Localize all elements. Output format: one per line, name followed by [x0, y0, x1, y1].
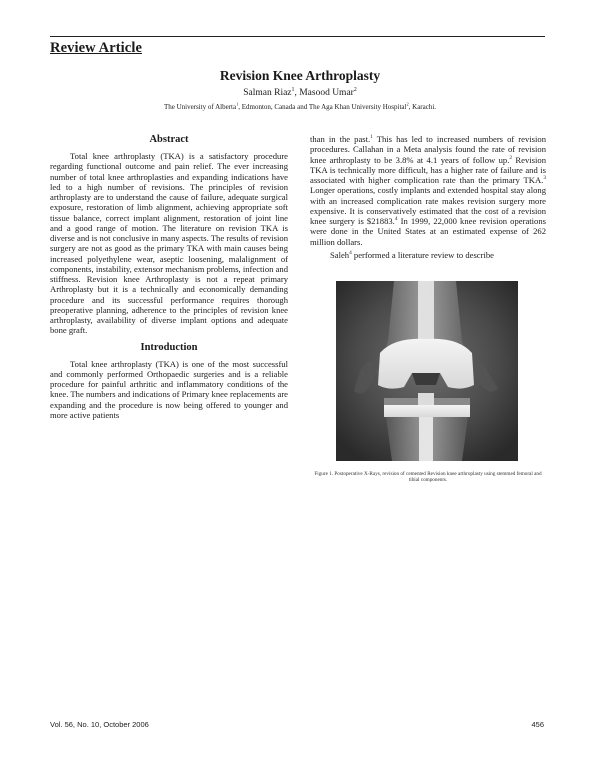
right-paragraph-2 — [310, 250, 546, 260]
introduction-text: Total knee arthroplasty (TKA) is one of the most successful and commonly performed Orthopaedic surgeries and is a reliable procedure for painful arthritic and inflammatory conditions of the knee. The numbers and indications of Primary knee replacements are expanding and the procedure is now being offered to younger and more active patients — [50, 358, 288, 420]
abstract-heading: Abstract — [149, 134, 189, 145]
reference-mark: 1 — [370, 134, 373, 141]
journal-issue: Vol. 56, No. 10, October 2006 — [50, 720, 149, 729]
author-1: Salman Riaz — [243, 88, 292, 98]
right-paragraph-1 — [310, 134, 546, 247]
article-title: Revision Knee Arthroplasty — [219, 68, 381, 83]
left-column — [50, 134, 288, 420]
author-2-mark: 2 — [353, 86, 357, 93]
top-rule — [50, 36, 545, 37]
text-run: Longer operations, costly implants and extended hospital stay along with an increased complication rate makes revision surgery more expensive. It is conservatively estimated that the cost of a revision knee surgery is $21883. — [310, 185, 546, 226]
reference-mark: 3 — [543, 175, 546, 182]
text-run: performed a literature review to describe — [351, 249, 494, 260]
section-label: Review Article — [50, 40, 142, 56]
text-run: Revision TKA is technically more difficult, has a higher rate of failure and is associated with higher complication rate than the primary TKA. — [310, 154, 546, 185]
figure-caption: Figure 1. Postoperative X-Rays, revision of cemented Revision knee arthroplasty using stemmed femoral and tibial components. — [314, 471, 542, 484]
authors-line — [0, 88, 600, 98]
right-column — [310, 134, 546, 260]
affiliations — [0, 103, 600, 111]
reference-mark: 4 — [349, 249, 352, 256]
xray-image — [336, 281, 518, 461]
text-run: than in the past. — [310, 134, 371, 144]
affiliation-2: , Edmonton, Canada and The Aga Khan University Hospital — [238, 103, 407, 111]
author-separator: , — [294, 88, 300, 98]
reference-mark: 2 — [509, 154, 513, 161]
text-run: In 1999, 22,000 knee revision operations were done in the United States at an estimated expense of 262 million dollars. — [310, 216, 546, 247]
text-run: This has led to increased numbers of revision procedures. Callahan in a Meta analysis found the rate of revision knee arthroplasty to be 3.8% at 4.1 years of follow up. — [310, 134, 546, 165]
reference-mark: 4 — [394, 216, 398, 223]
xray-figure — [336, 281, 518, 461]
abstract-text: Total knee arthroplasty (TKA) is a satisfactory procedure regarding functional outcome and pain relief. The ever increasing number of total knee arthroplasties and expanding indications have led to a high number of revisions. The principles of revision arthroplasty are to understand the cause of failure, adequate surgical exposure, restoration of limb alignment, achieving appropriate soft tissue balance, correct implant alignment, restoration of joint line and a good range of motion. The literature on revision TKA is diverse and is not conclusive in many aspects. The results of revision surgery are not as good as the primary TKA with main causes being increased polyethylene wear, aseptic loosening, malalignment of components, instability, extensor mechanism problems, infection and stiffness. Revision knee Arthroplasty is not a repeat primary Arthroplasty but it is a technically and economically demanding procedure and its successful performance requires thorough preoperative planning, adherence to the principles of revision knee arthroplasty, availability of diverse implant options and adequate bone graft. — [50, 151, 288, 336]
text-run: Saleh — [330, 249, 350, 260]
page-number: 456 — [531, 720, 544, 729]
affiliation-end: , Karachi. — [408, 103, 437, 111]
author-1-mark: 1 — [291, 86, 295, 93]
affiliation-1: The University of Alberta — [163, 103, 237, 111]
affiliation-1-mark: 1 — [236, 101, 239, 107]
affiliation-2-mark: 2 — [406, 101, 409, 107]
author-2: Masood Umar — [299, 88, 354, 98]
introduction-heading: Introduction — [140, 341, 198, 353]
